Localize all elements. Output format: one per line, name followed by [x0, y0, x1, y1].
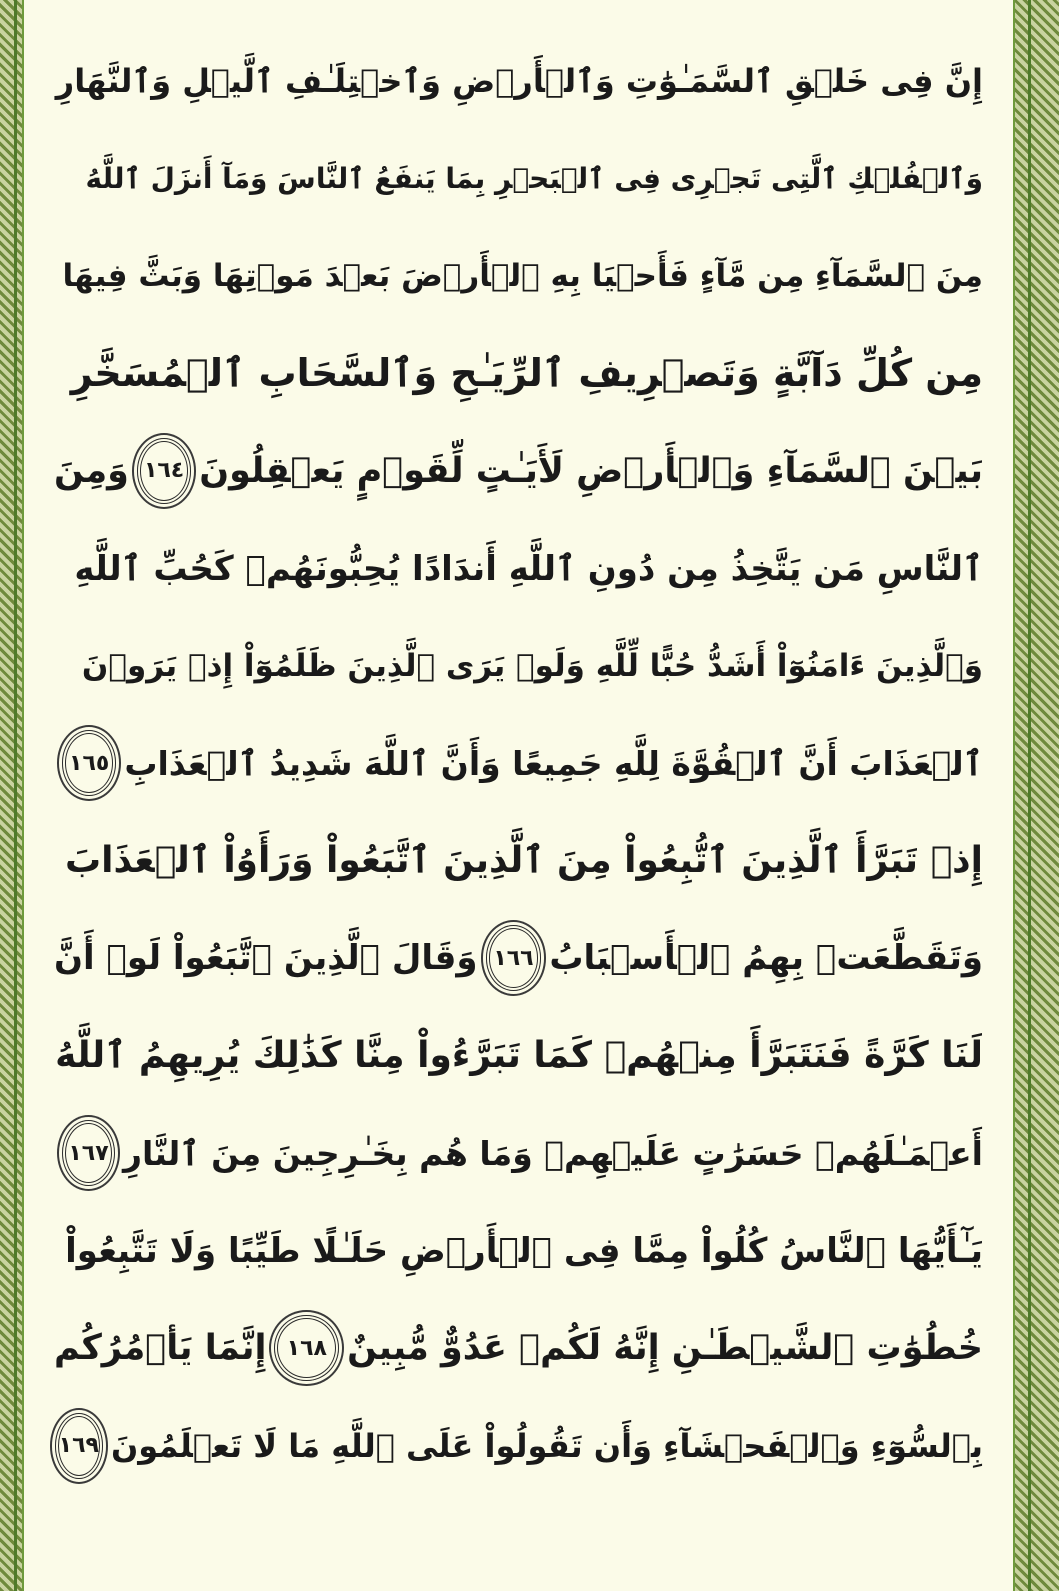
verse-text: ٱلنَّاسِ مَن يَتَّخِذُ مِن دُونِ ٱللَّهِ أَندَادًا يُحِبُّونَهُمۡ كَحُبِّ ٱللَّهِ	[74, 548, 983, 589]
verse-text: بَيۡنَ ٱلسَّمَآءِ وَٱلۡأَرۡضِ لَأَيَـٰتٍ لِّقَوۡمٍ يَعۡقِلُونَ	[199, 450, 983, 491]
ayah-number-marker: ١٦٥	[62, 730, 116, 796]
verse-line	[54, 227, 983, 325]
verse-line	[54, 617, 983, 715]
verse-lines	[54, 32, 983, 1591]
ayah-number-marker: ١٦٧	[62, 1120, 115, 1186]
verse-text: وَٱلَّذِينَ ءَامَنُوٓاْ أَشَدُّ حُبًّا لِّلَّهِ وَلَوۡ يَرَى ٱلَّذِينَ ظَلَمُوٓاْ إِذۡ يَرَوۡنَ	[81, 647, 983, 684]
verse-line	[54, 1202, 983, 1300]
verse-line	[54, 32, 983, 130]
verse-text: يَـٰٓأَيُّهَا ٱلنَّاسُ كُلُواْ مِمَّا فِى ٱلۡأَرۡضِ حَلَـٰلًا طَيِّبًا وَلَا تَتَّبِعُواْ	[65, 1230, 983, 1271]
verse-line	[54, 910, 983, 1008]
verse-text: لَنَا كَرَّةً فَنَتَبَرَّأَ مِنۡهُمۡ كَمَا تَبَرَّءُواْ مِنَّا كَذَٰلِكَ يُرِيهِمُ ٱللَّهُ	[55, 1035, 983, 1077]
ayah-number-marker: ١٦٤	[137, 438, 191, 504]
mushaf-page	[22, 0, 1015, 1591]
verse-text: إِنَّمَا يَأۡمُرُكُم	[54, 1328, 267, 1369]
verse-line	[54, 715, 983, 813]
verse-line	[54, 325, 983, 423]
verse-text: مِنَ ٱلسَّمَآءِ مِن مَّآءٍ فَأَحۡيَا بِهِ ٱلۡأَرۡضَ بَعۡدَ مَوۡتِهَا وَبَثَّ فِيهَا	[62, 257, 983, 294]
verse-text: ٱلۡعَذَابَ أَنَّ ٱلۡقُوَّةَ لِلَّهِ جَمِيعًا وَأَنَّ ٱللَّهَ شَدِيدُ ٱلۡعَذَابِ	[124, 743, 983, 783]
ayah-number-marker: ١٦٦	[486, 925, 542, 991]
verse-line	[54, 1105, 983, 1203]
verse-text: وَتَقَطَّعَتۡ بِهِمُ ٱلۡأَسۡبَابُ	[549, 938, 983, 979]
verse-text: إِنَّ فِى خَلۡقِ ٱلسَّمَـٰوَٰتِ وَٱلۡأَرۡضِ وَٱخۡتِلَـٰفِ ٱلَّيۡلِ وَٱلنَّهَارِ	[55, 61, 983, 100]
verse-text: مِن كُلِّ دَآبَّةٍ وَتَصۡرِيفِ ٱلرِّيَـٰحِ وَٱلسَّحَابِ ٱلۡمُسَخَّرِ	[70, 351, 983, 396]
verse-text: بِٱلسُّوٓءِ وَٱلۡفَحۡشَآءِ وَأَن تَقُولُواْ عَلَى ٱللَّهِ مَا لَا تَعۡلَمُونَ	[110, 1426, 983, 1465]
verse-line	[54, 130, 983, 228]
verse-line	[54, 1397, 983, 1495]
verse-text: وَٱلۡفُلۡكِ ٱلَّتِى تَجۡرِى فِى ٱلۡبَحۡرِ بِمَا يَنفَعُ ٱلنَّاسَ وَمَآ أَنزَلَ ٱللَّهُ	[85, 161, 983, 195]
verse-line	[54, 422, 983, 520]
verse-text: خُطُوَٰتِ ٱلشَّيۡطَـٰنِ إِنَّهُ لَكُمۡ عَدُوٌّ مُّبِينٌ	[347, 1328, 983, 1369]
verse-line	[54, 812, 983, 910]
verse-line	[54, 1007, 983, 1105]
verse-text: وَمِنَ	[54, 450, 129, 491]
verse-line	[54, 520, 983, 618]
ayah-number-marker: ١٦٩	[55, 1413, 103, 1479]
verse-text: أَعۡمَـٰلَهُمۡ حَسَرَٰتٍ عَلَيۡهِمۡ وَمَا هُم بِخَـٰرِجِينَ مِنَ ٱلنَّارِ	[123, 1133, 983, 1173]
verse-line	[54, 1300, 983, 1398]
verse-text: إِذۡ تَبَرَّأَ ٱلَّذِينَ ٱتُّبِعُواْ مِنَ ٱلَّذِينَ ٱتَّبَعُواْ وَرَأَوُاْ ٱلۡعَذَابَ	[64, 840, 983, 882]
verse-text: وَقَالَ ٱلَّذِينَ ٱتَّبَعُواْ لَوۡ أَنَّ	[54, 938, 478, 979]
ayah-number-marker: ١٦٨	[274, 1315, 339, 1381]
